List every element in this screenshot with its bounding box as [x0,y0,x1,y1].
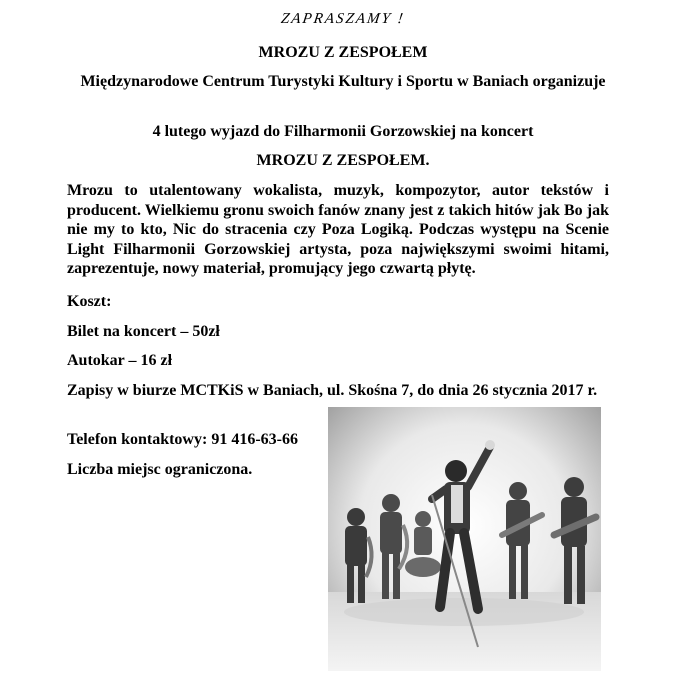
band-photo-icon [328,407,601,671]
trip-line: 4 lutego wyjazd do Filharmonii Gorzowskiej na koncert [152,123,534,140]
band-title: MROZU Z ZESPOŁEM [258,44,428,61]
bus-price: Autokar – 16 zł [67,352,173,369]
seat-limit-note: Liczba miejsc ograniczona. [67,461,253,478]
signup-info: Zapisy w biurze MCTKiS w Baniach, ul. Skośna 7, do dnia 26 stycznia 2017 r. [67,382,598,399]
organizer-line: Międzynarodowe Centrum Turystyki Kultury i Sportu w Baniach organizuje [80,73,606,90]
cost-label: Koszt: [67,293,112,310]
invite-heading: ZAPRASZAMY ! [280,11,406,27]
band-photo [328,407,601,671]
contact-phone: Telefon kontaktowy: 91 416-63-66 [67,431,298,448]
band-title-repeat: MROZU Z ZESPOŁEM. [256,152,430,169]
ticket-price: Bilet na koncert – 50zł [67,323,220,340]
description-paragraph: Mrozu to utalentowany wokalista, muzyk, kompozytor, autor tekstów i producent. Wielkiemu gronu swoich fanów znany jest z takich hitów jak Bo jak nie my to kto, Nic do stracenia czy Poza Logiką. Podczas występu na Scenie Light Filharmonii Gorzowskiej artysta, poza największymi swoimi hitami, zaprezentuje, nowy materiał, promujący jego czwartą płytę. [67,182,609,277]
